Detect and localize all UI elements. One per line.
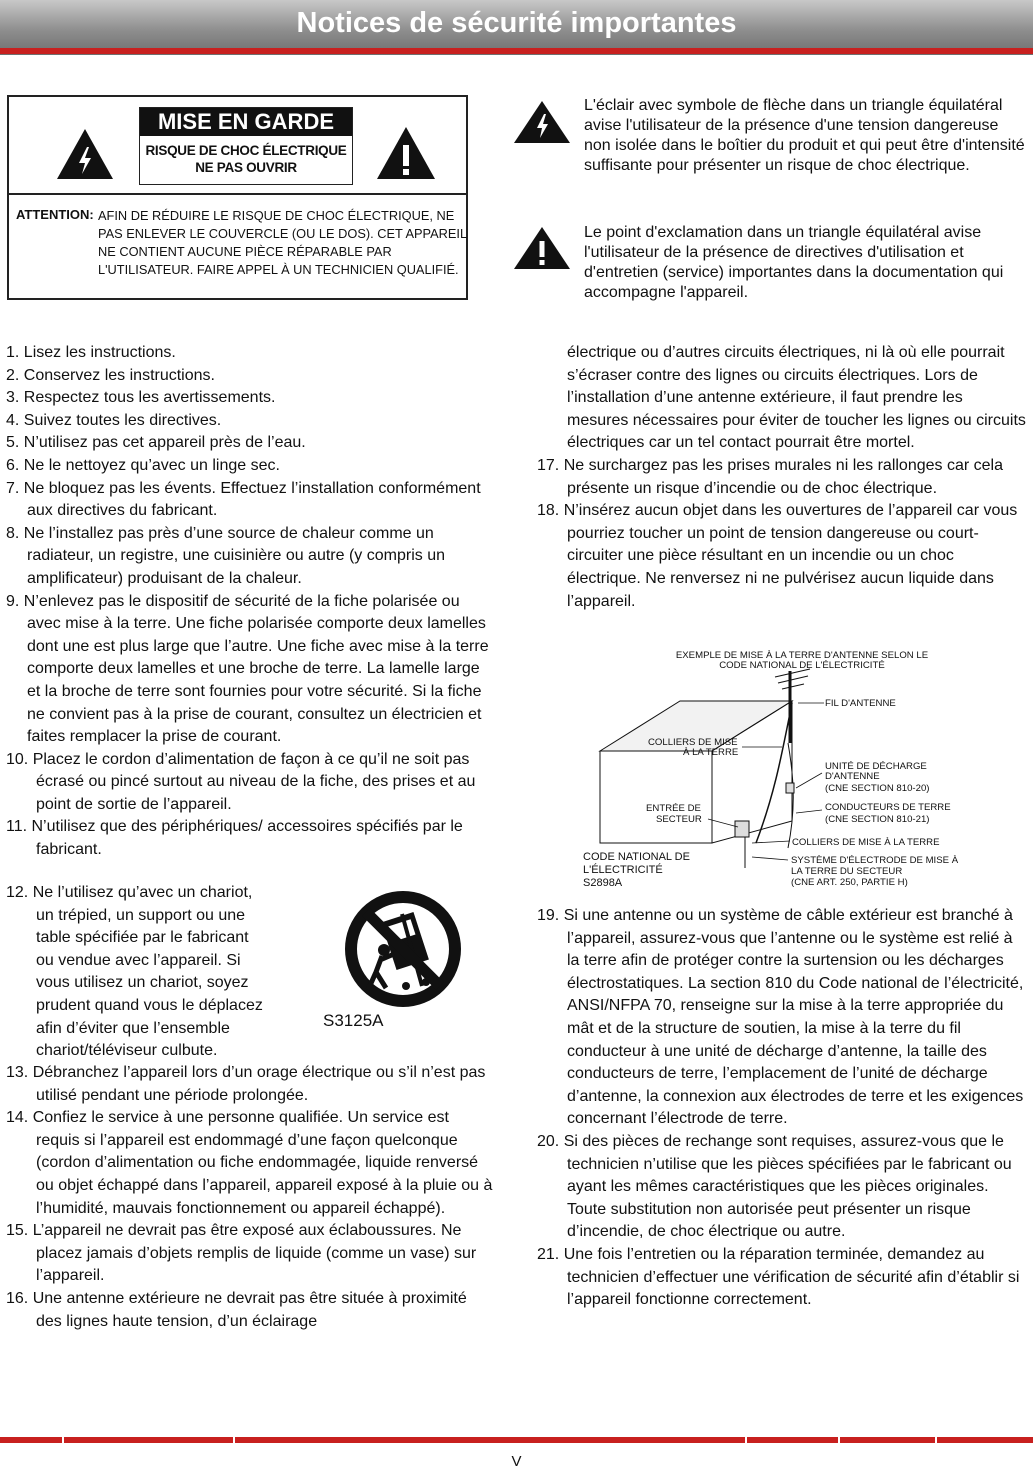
list-item: 11. N’utilisez que des périphériques/ accessoires spécifiés par le fabricant. <box>6 818 463 859</box>
antenna-grounding-diagram <box>570 643 1000 893</box>
label-colliers-1: COLLIERS DE MISE <box>648 737 738 748</box>
exclamation-warning-icon <box>375 125 437 181</box>
list-item: 1. Lisez les instructions. <box>6 344 176 361</box>
list-item: 13. Débranchez l’appareil lors d’un orage électrique ou s’il n’est pas utilisé pendant une période prolongée. <box>6 1064 486 1104</box>
caution-heading: MISE EN GARDE <box>140 108 352 136</box>
list-item: 6. Ne le nettoyez qu’avec un linge sec. <box>6 456 280 474</box>
footer-red-bar <box>0 1437 1033 1443</box>
list-item: 17. Ne surchargez pas les prises murales ni les rallonges car cela présente un risque d’incendie ou de choc électrique. <box>537 456 1003 497</box>
left-column-list-continued <box>6 1062 496 1333</box>
item-16-continuation: électrique ou d’autres circuits électriques, ni là où elle pourrait s’écraser contre des lignes ou circuits électriques. Lors de l’installation d’une antenne extérieure, il faut prendre les mesures nécessaires pour éviter de toucher les lignes ou circuits électriques car un tel contact pourrait être mortel. <box>567 344 1026 452</box>
cart-icon-label: S3125A <box>323 1011 384 1030</box>
page-number: V <box>511 1453 522 1470</box>
label-systeme-3: (CNE ART. 250, PARTIE H) <box>791 877 908 888</box>
diagram-title-line-1: EXEMPLE DE MISE À LA TERRE D'ANTENNE SELON LE <box>675 650 929 661</box>
list-item: 18. N’insérez aucun objet dans les ouvertures de l’appareil car vous pourriez toucher un point de tension dangereuse ou court-circuiter une pièce résultant en un incendie ou un choc électrique. Ne renversez ni ne pulvérisez aucun liquide dans l’appareil. <box>537 502 1018 610</box>
lightning-warning-icon <box>55 127 115 181</box>
label-systeme-2: LA TERRE DU SECTEUR <box>791 866 903 877</box>
item-12-line: chariot/téléviseur culbute. <box>36 1042 218 1060</box>
list-item: 16. Une antenne extérieure ne devrait pas être située à proximité des lignes haute tension, d’un éclairage <box>6 1289 467 1330</box>
label-conducteurs-1: CONDUCTEURS DE TERRE <box>825 802 951 813</box>
list-item: 9. N’enlevez pas le dispositif de sécurité de la fiche polarisée ou avec mise à la terre. Une fiche polarisée comporte deux lamelles dont une est plus large que l’autre. Une fiche avec mise à la terre comporte deux lamelles et une broche de terre. La lamelle large et la broche de terre sont fournies pour votre sécurité. Si la fiche ne convient pas à la prise de courant, consultez un électricien et faites remplacer la prise de courant. <box>6 592 489 746</box>
label-conducteurs-2: (CNE SECTION 810-21) <box>825 814 930 825</box>
label-code-1: CODE NATIONAL DE <box>583 851 690 863</box>
attention-text: AFIN DE RÉDUIRE LE RISQUE DE CHOC ÉLECTRIQUE, NE PAS ENLEVER LE COUVERCLE (OU LE DOS). CET APPAREIL NE CONTIENT AUCUNE PIÈCE RÉPARABLE PAR L'UTILISATEUR. FAIRE APPEL À UN TECHNICIEN QUALIFIÉ. <box>98 208 467 277</box>
page-header <box>0 0 1033 55</box>
exclamation-triangle-icon <box>513 226 571 270</box>
list-item: 8. Ne l’installez pas près d’une source de chaleur comme un radiateur, un registre, une cuisinière ou autre (y compris un amplificateur) produisant de la chaleur. <box>6 524 445 587</box>
label-unite-1: UNITÉ DE DÉCHARGE <box>825 761 927 772</box>
label-colliers-terre: COLLIERS DE MISE À LA TERRE <box>792 837 940 848</box>
right-column-list <box>537 342 1027 613</box>
exclamation-symbol-text: Le point d'exclamation dans un triangle équilatéral avise l'utilisateur de la présence de directives d'utilisation et d'entretien (service) importantes dans la documentation qui accompagne l'appareil. <box>584 224 1004 301</box>
list-item: 2. Conservez les instructions. <box>6 366 215 384</box>
item-12-line: 12. Ne l’utilisez qu’avec un chariot, <box>6 884 253 901</box>
list-item: 4. Suivez toutes les directives. <box>6 411 222 429</box>
item-12-line: vous utilisez un chariot, soyez <box>36 974 249 992</box>
list-item: 21. Une fois l’entretien ou la réparation terminée, demandez au technicien d’effectuer une vérification de sécurité afin d’établir si l’appareil fonctionne correctement. <box>537 1245 1020 1309</box>
caution-label-box <box>139 107 353 185</box>
list-item: 14. Confiez le service à une personne qualifiée. Un service est requis si l’appareil est endommagé d’une façon quelconque (cordon d’alimentation ou fiche endommagée, liquide renversé ou objet échappé dans l’appareil, appareil exposé à la pluie ou à l’humidité, mauvais fonctionnement ou appareil échappé). <box>6 1109 493 1217</box>
footer-bar-separator <box>935 1436 937 1444</box>
list-item: 7. Ne bloquez pas les évents. Effectuez l’installation conformément aux directives du fabricant. <box>6 479 481 520</box>
caution-subheading <box>140 142 352 176</box>
list-item: 20. Si des pièces de rechange sont requises, assurez-vous que le technicien n’utilise que les pièces spécifiées par le fabricant ou ayant les mêmes caractéristiques que les pièces originales. Toute substitution non autorisée peut présenter un risque d’incendie, de choc électrique ou autre. <box>537 1132 1012 1241</box>
list-item: 15. L’appareil ne devrait pas être exposé aux éclaboussures. Ne placez jamais d’objets remplis de liquide (comme un vase) sur l’appareil. <box>6 1222 477 1285</box>
diagram-title-line-2: CODE NATIONAL DE L'ÉLECTRICITÉ <box>719 660 885 671</box>
item-12-line: prudent quand vous le déplacez <box>36 996 263 1014</box>
label-code-2: L'ÉLECTRICITÉ <box>583 864 663 876</box>
cart-tip-over-warning-icon <box>344 890 462 1008</box>
attention-label: ATTENTION: <box>16 207 94 222</box>
item-12-block <box>6 882 306 1063</box>
footer-bar-separator <box>233 1436 235 1444</box>
caution-sub-line-1: RISQUE DE CHOC ÉLECTRIQUE <box>145 143 347 158</box>
label-fil-antenne: FIL D'ANTENNE <box>825 698 896 709</box>
label-entree-1: ENTRÉE DE <box>646 803 701 814</box>
item-12-line: un trépied, un support ou une <box>36 906 246 924</box>
caution-sub-line-2: NE PAS OUVRIR <box>195 160 297 175</box>
item-12-line: afin d’éviter que l’ensemble <box>36 1019 230 1037</box>
left-column-list <box>6 342 496 862</box>
label-systeme-1: SYSTÈME D'ÉLECTRODE DE MISE À <box>791 855 959 866</box>
item-12-line: ou vendue avec l’appareil. Si <box>36 951 241 969</box>
right-column-list-continued <box>537 905 1027 1312</box>
item-12-line: table spécifiée par le fabricant <box>36 929 249 947</box>
page-title: Notices de sécurité importantes <box>296 7 737 39</box>
label-unite-3: (CNE SECTION 810-20) <box>825 783 930 794</box>
footer-bar-separator <box>745 1436 747 1444</box>
caution-box <box>7 95 468 300</box>
list-item: 5. N’utilisez pas cet appareil près de l’eau. <box>6 434 306 452</box>
list-item: 10. Placez le cordon d’alimentation de façon à ce qu’il ne soit pas écrasé ou pincé surtout au niveau de la fiche, des prises et au point de sortie de l’appareil. <box>6 750 476 813</box>
label-unite-2: D'ANTENNE <box>825 771 880 782</box>
list-item: 19. Si une antenne ou un système de câble extérieur est branché à l’appareil, assurez-vous que l’antenne ou le système est relié à la terre afin de protéger contre la surtension ou les décharges électrostatiques. La section 810 du Code national de l’électricité, ANSI/NFPA 70, renseigne sur la mise à la terre appropriée du mât et de la structure de soutien, la mise à la terre du fil conducteur à une unité de décharge d’antenne, la taille des conducteurs de terre, l’emplacement de l’unité de décharge d’antenne, la connexion aux électrodes de terre et les exigences concernant l’électrode de terre. <box>537 907 1024 1128</box>
lightning-triangle-icon <box>513 100 571 144</box>
label-entree-2: SECTEUR <box>656 814 702 825</box>
list-item: 3. Respectez tous les avertissements. <box>6 389 276 407</box>
lightning-symbol-text: L'éclair avec symbole de flèche dans un triangle équilatéral avise l'utilisateur de la présence d'une tension dangereuse non isolée dans le boîtier du produit et qui peut être d'intensité suffisante pour présenter un risque de choc électrique. <box>584 97 1025 174</box>
caution-divider <box>9 193 466 195</box>
footer-bar-separator <box>62 1436 64 1444</box>
footer-bar-separator <box>838 1436 840 1444</box>
label-colliers-2: À LA TERRE <box>683 747 739 758</box>
label-code-3: S2898A <box>583 877 623 889</box>
header-red-bar <box>0 48 1033 54</box>
